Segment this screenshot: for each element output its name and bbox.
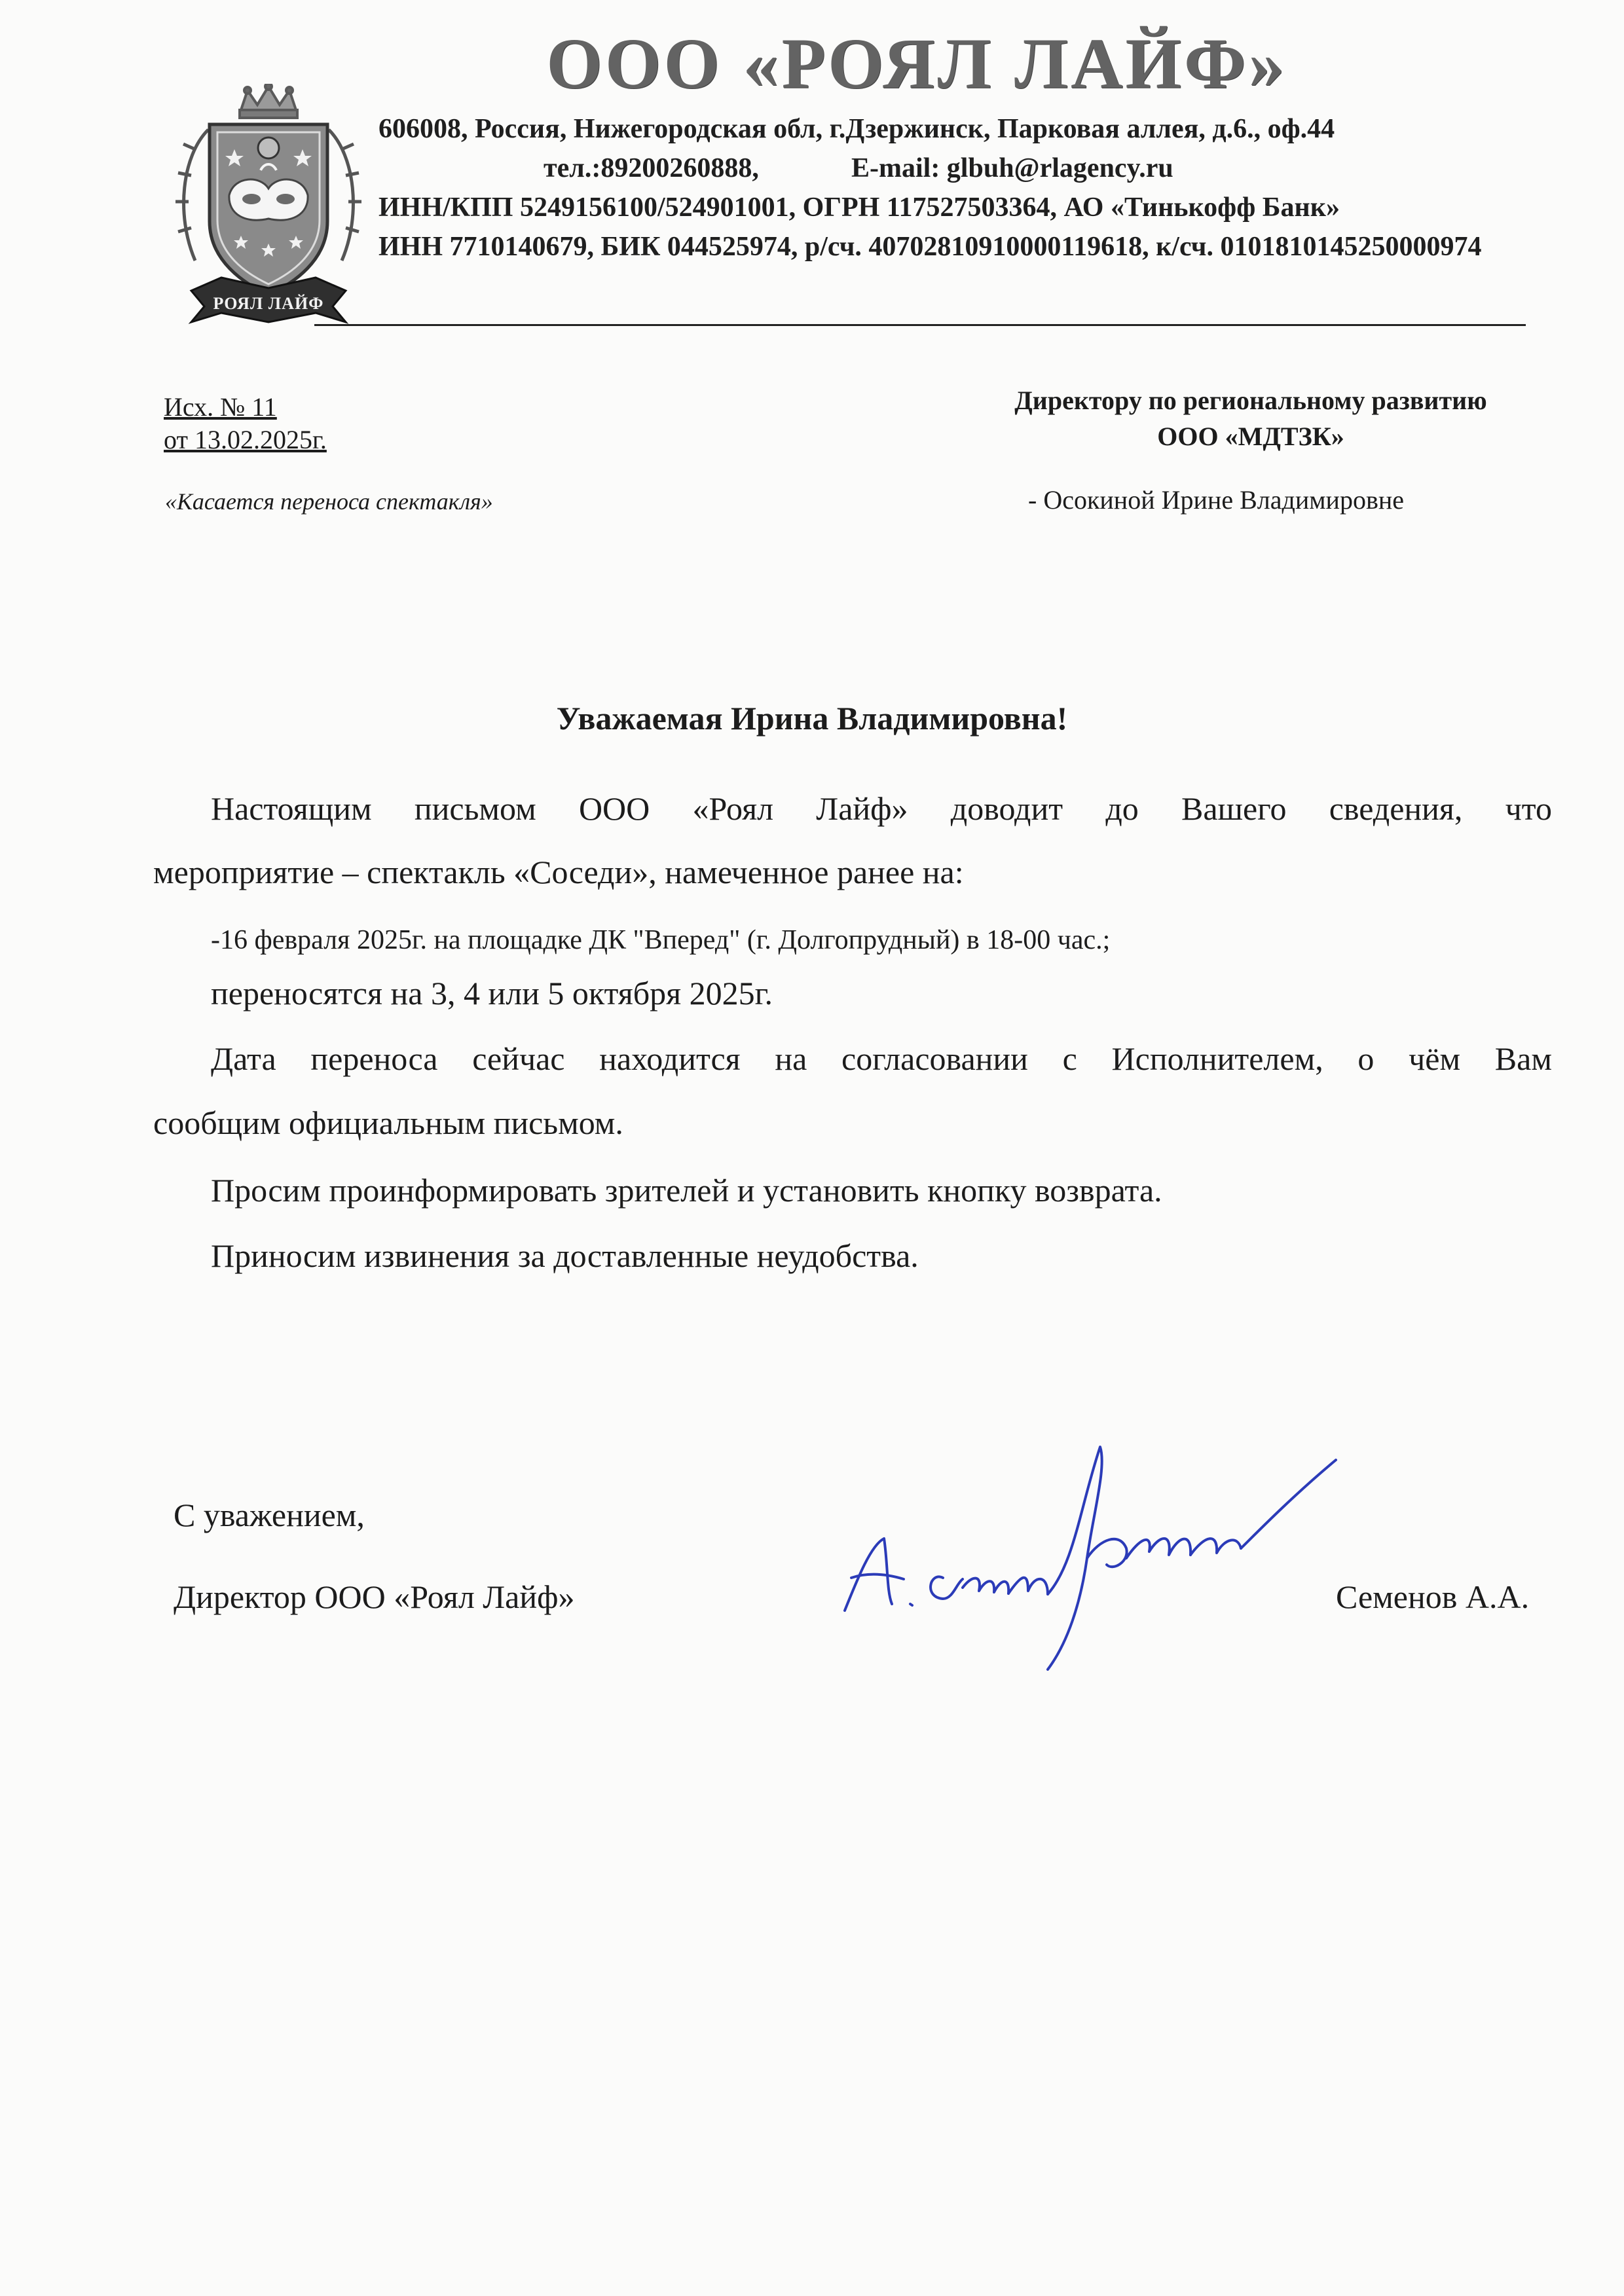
- paragraph-1-line-2: мероприятие – спектакль «Соседи», намеченное ранее на:: [153, 854, 964, 890]
- crest-mask-logo-icon: [169, 84, 368, 333]
- greeting: Уважаемая Ирина Владимировна!: [556, 700, 1068, 737]
- signer-position: Директор ООО «Роял Лайф»: [174, 1578, 575, 1615]
- company-logo: [169, 84, 368, 333]
- company-name-title: ООО «РОЯЛ ЛАЙФ»: [546, 24, 1287, 103]
- outgoing-date: от 13.02.2025г.: [164, 425, 327, 454]
- addressee-position: Директору по региональному развитию: [1014, 386, 1487, 415]
- closing-regards: С уважением,: [174, 1497, 365, 1533]
- company-requisites-1: ИНН/КПП 5249156100/524901001, ОГРН 117527503364, АО «Тинькофф Банк»: [378, 192, 1340, 223]
- svg-text:РОЯЛ ЛАЙФ: РОЯЛ ЛАЙФ: [213, 294, 324, 313]
- paragraph-4-line-1: Дата переноса сейчас находится на согласовании с Исполнителем, о чём Вам: [211, 1040, 1552, 1077]
- new-dates: переносятся на 3, 4 или 5 октября 2025г.: [211, 975, 773, 1011]
- outgoing-number: Исх. № 11: [164, 392, 277, 422]
- company-phone: тел.:89200260888,: [544, 153, 759, 183]
- event-details: -16 февраля 2025г. на площадке ДК "Вперед" (г. Долгопрудный) в 18-00 час.;: [211, 925, 1111, 955]
- header-divider: [314, 324, 1526, 326]
- addressee-name: - Осокиной Ирине Владимировне: [1028, 485, 1404, 515]
- letter-subject: «Касается переноса спектакля»: [165, 488, 493, 515]
- company-email: E-mail: glbuh@rlagency.ru: [851, 153, 1173, 183]
- request-paragraph: Просим проинформировать зрителей и установить кнопку возврата.: [211, 1172, 1162, 1209]
- company-address: 606008, Россия, Нижегородская обл, г.Дзержинск, Парковая аллея, д.6., оф.44: [378, 114, 1335, 144]
- company-requisites-2: ИНН 7710140679, БИК 044525974, р/сч. 40702810910000119618, к/сч. 0101810145250000974: [378, 232, 1482, 262]
- addressee-company: ООО «МДТЗК»: [1157, 422, 1344, 451]
- paragraph-1-line-1: Настоящим письмом ООО «Роял Лайф» доводит до Вашего сведения, что: [211, 790, 1552, 827]
- signature: [832, 1408, 1356, 1683]
- paragraph-4-line-2: сообщим официальным письмом.: [153, 1104, 623, 1141]
- apology-paragraph: Приносим извинения за доставленные неудобства.: [211, 1237, 919, 1274]
- handwritten-signature-icon: [832, 1408, 1356, 1683]
- signer-name: Семенов А.А.: [1336, 1578, 1530, 1615]
